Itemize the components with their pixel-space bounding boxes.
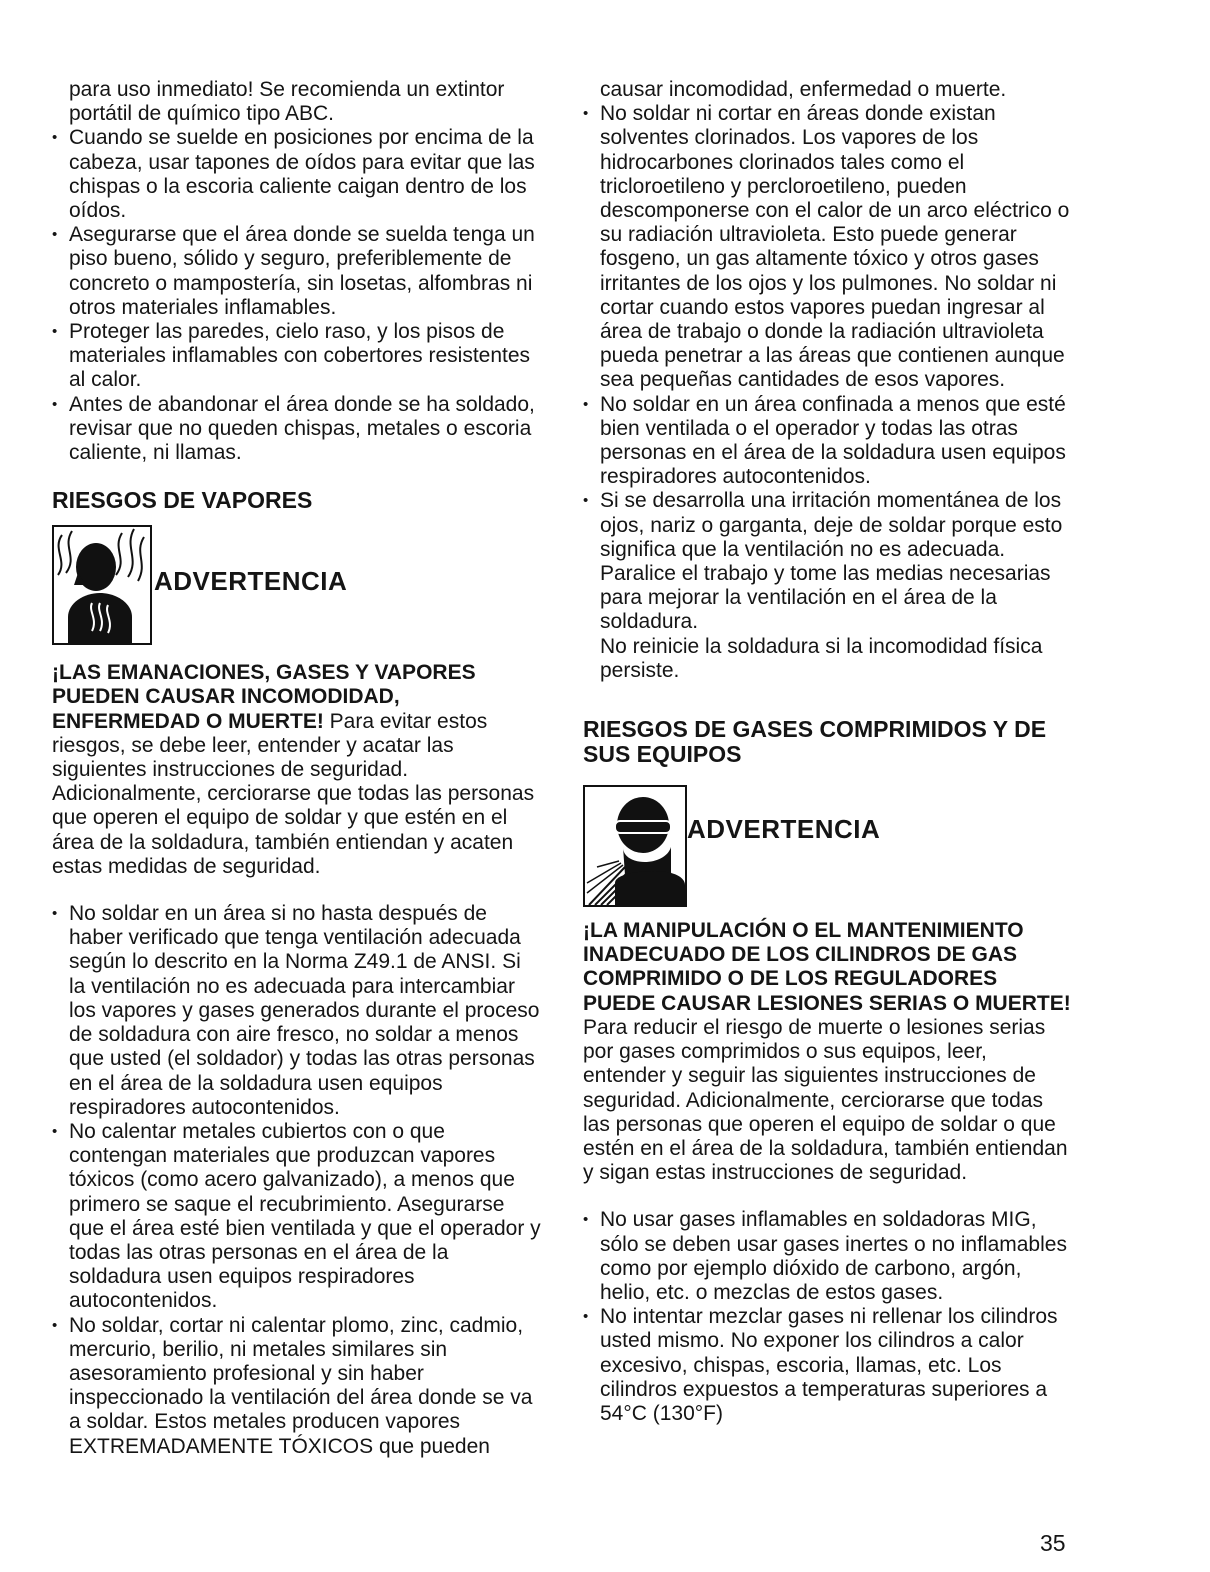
list-item: • Asegurarse que el área donde se suelda tenga un piso bueno, sólido y seguro, preferiblemente de concreto o mampostería, sin losetas, alfombras ni otros materiales inflamables. [52,223,542,320]
gas-safety-list [583,1208,1073,1426]
gas-warning-bold: ¡LA MANIPULACIÓN O EL MANTENIMIENTO INADECUADO DE LOS CILINDROS DE GAS COMPRIMIDO O DE LOS REGULADORES PUEDE CAUSAR LESIONES SERIAS O MUERTE! [583,919,1071,1015]
list-item: • Si se desarrolla una irritación momentánea de los ojos, nariz o garganta, deje de soldar porque esto significa que la ventilación no es adecuada. Paralice el trabajo y tome las medias necesarias para mejorar la ventilación en el área de la soldadura. [583,489,1073,634]
welder-with-goggles-icon [583,785,687,907]
fire-safety-list [52,126,542,465]
fumes-warning-bold: ¡LAS EMANACIONES, GASES Y VAPORES PUEDEN CAUSAR INCOMODIDAD, ENFERMEDAD O MUERTE! [52,661,476,733]
list-item: • No soldar en un área si no hasta después de haber verificado que tenga ventilación adecuada según lo descrito en la Norma Z49.1 de ANSI. Si la ventilación no es adecuada para intercambiar los vapores y gases generados durante el proceso de soldadura con aire fresco, no soldar a menos que usted (el soldador) y todas las otras personas en el área de la soldadura usen equipos respiradores autocontenidos. [52,902,542,1120]
fumes-heading: RIESGOS DE VAPORES [52,487,313,514]
list-item: • No soldar ni cortar en áreas donde existan solventes clorinados. Los vapores de los hidrocarbones clorinados tales como el tricloroetileno y percloroetileno, pueden descomponerse con el calor de un arco eléctrico o su radiación ultravioleta. Esto puede generar fosgeno, un gas altamente tóxico y otros gases irritantes de los ojos y los pulmones. No soldar ni cortar cuando estos vapores puedan ingresar al área de trabajo o donde la radiación ultravioleta pueda penetrar a las áreas que contienen aunque sea pequeñas cantidades de esos vapores. [583,102,1073,392]
person-inhaling-fumes-icon [52,525,152,645]
continuation-line: causar incomodidad, enfermedad o muerte. [600,78,1007,101]
list-item: • Antes de abandonar el área donde se ha soldado, revisar que no queden chispas, metales o escoria caliente, ni llamas. [52,393,542,466]
list-item: • Cuando se suelde en posiciones por encima de la cabeza, usar tapones de oídos para evitar que las chispas o la escoria caliente caigan dentro de los oídos. [52,126,542,223]
fumes-warning-paragraph [52,661,542,879]
right-column [583,78,1073,1426]
gas-heading: RIESGOS DE GASES COMPRIMIDOS Y DE SUS EQUIPOS [583,716,1047,768]
list-item: • No soldar en un área confinada a menos que esté bien ventilada o el operador y todas las otras personas en el área de la soldadura usen equipos respiradores autocontenidos. [583,393,1073,490]
fumes-note: No reinicie la soldadura si la incomodidad física persiste. [600,634,1043,682]
gas-warning-text: Para reducir el riesgo de muerte o lesiones serias por gases comprimidos o sus equipos, leer, entender y seguir las siguientes instrucciones de seguridad. Adicionalmente, cerciorarse que todas las personas que operen el equipo de soldar o que estén en el área de la soldadura, también entiendan y sigan estas instrucciones de seguridad. [583,1015,1068,1185]
left-column [52,78,542,1459]
fumes-continued-list [583,102,1073,634]
page-number: 35 [1040,1530,1066,1556]
fumes-safety-list [52,902,542,1459]
list-item: • No soldar, cortar ni calentar plomo, zinc, cadmio, mercurio, berilio, ni metales similares sin asesoramiento profesional y sin haber inspeccionado la ventilación del área donde se va a soldar. Estos metales producen vapores EXTREMADAMENTE TÓXICOS que pueden [52,1314,542,1459]
list-item: • No usar gases inflamables en soldadoras MIG, sólo se deben usar gases inertes o no inflamables como por ejemplo dióxido de carbono, argón, helio, etc. o mezclas de estos gases. [583,1208,1073,1305]
list-item: • No calentar metales cubiertos con o que contengan materiales que produzcan vapores tóxicos (como acero galvanizado), a menos que primero se saque el recubrimiento. Asegurarse que el área esté bien ventilada y que el operador y todas las otras personas en el área de la soldadura usen equipos respiradores autocontenidos. [52,1120,542,1314]
gas-warning-label: ADVERTENCIA [687,814,881,845]
list-item: • Proteger las paredes, cielo raso, y los pisos de materiales inflamables con cobertores resistentes al calor. [52,320,542,393]
fumes-warning-text: Para evitar estos riesgos, se debe leer, entender y acatar las siguientes instrucciones de seguridad. Adicionalmente, cerciorarse que todas las personas que operen el equipo de soldar y que estén en el área de la soldadura, también entiendan y acaten estas medidas de seguridad. [52,709,535,878]
intro-line-1: para uso inmediato! Se recomienda un extintor [69,78,505,101]
list-item: • No intentar mezclar gases ni rellenar los cilindros usted mismo. No exponer los cilindros a calor excesivo, chispas, escoria, llamas, etc. Los cilindros expuestos a temperaturas superiores a 54°C (130°F) [583,1305,1073,1426]
gas-warning-header [583,785,1073,905]
intro-line-2: portátil de químico tipo ABC. [69,102,334,126]
fumes-warning-header [52,525,542,645]
fumes-warning-label: ADVERTENCIA [154,566,348,597]
